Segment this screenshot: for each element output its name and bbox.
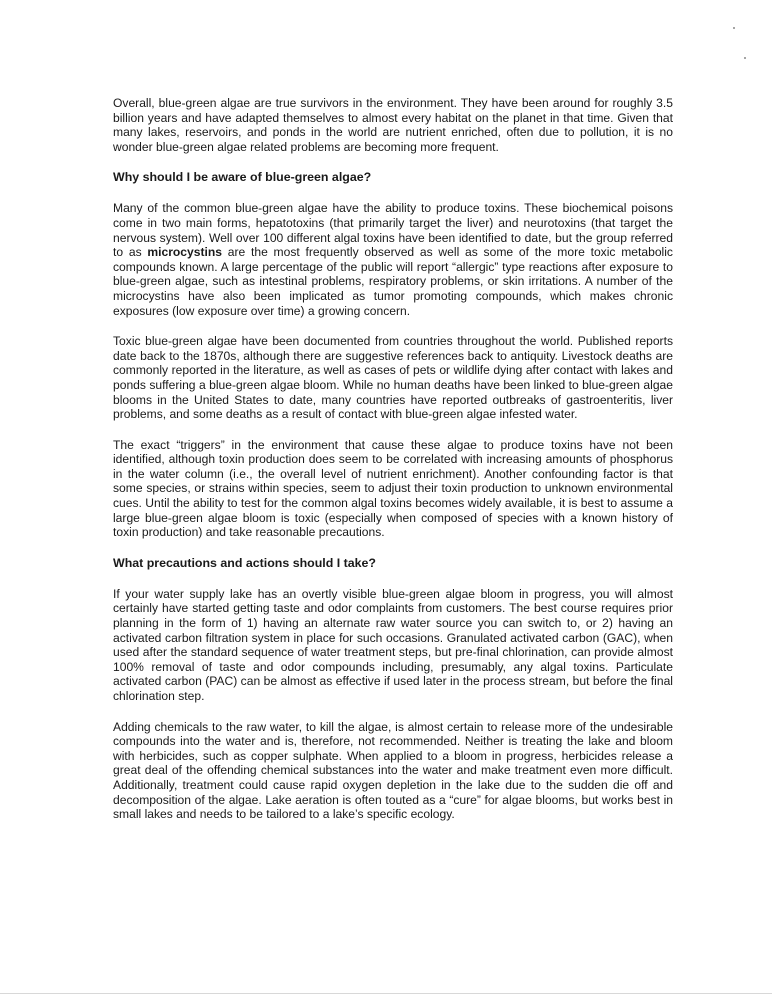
paragraph-triggers: The exact “triggers” in the environment that cause these algae to produce toxins have not been identified, although toxin production does seem to be correlated with increasing amounts of phosphorus in the water column (i.e., the overall level of nutrient enrichment). Another confounding factor is that some species, or strains within species, seem to adjust their toxin production to unknown environmental cues. Until the ability to test for the common algal toxins becomes widely available, it is best to assume a large blue-green algae bloom is toxic (especially when composed of species with a known history of toxin production) and take reasonable precautions. [113,437,673,540]
heading-aware: Why should I be aware of blue-green algae? [113,170,372,185]
paragraph-toxins [113,201,673,318]
toxins-text-end: are the most frequently observed as well as some of the more toxic metabolic compounds known. A large percentage of the public will report “allergic” type reactions after exposure to blue-green algae, such as intestinal problems, respiratory problems, or skin irritations. A number of the microcystins have also been implicated as tumor promoting compounds, which makes chronic exposures (low exposure over time) a growing concern. [113,245,673,318]
document-body [113,96,673,838]
heading-precautions: What precautions and actions should I take? [113,555,376,570]
paragraph-intro: Overall, blue-green algae are true survivors in the environment. They have been around for roughly 3.5 billion years and have adapted themselves to almost every habitat on the planet in that time. Given that many lakes, reservoirs, and ponds in the world are nutrient enriched, often due to pollution, it is no wonder blue-green algae related problems are becoming more frequent. [113,96,673,154]
microcystins-term: microcystins [147,245,222,260]
toxins-text-start: Many of the common blue-green algae have the ability to produce toxins. These biochemical poisons come in two main forms, hepatotoxins (that primarily target the liver) and neurotoxins (that target the nervous system). Well over 100 different algal toxins have been identified to date, but the group referred to as [113,201,673,260]
scan-speck [733,27,735,29]
paragraph-water-supply: If your water supply lake has an overtly visible blue-green algae bloom in progress, you will almost certainly have started getting taste and odor complaints from customers. The best course requires prior planning in the form of 1) having an alternate raw water source you can switch to, or 2) having an activated carbon filtration system in place for such occasions. Granulated activated carbon (GAC), when used after the standard sequence of water treatment steps, but pre-final chlorination, can provide almost 100% removal of taste and odor compounds including, presumably, any algal toxins. Particulate activated carbon (PAC) can be almost as effective if used later in the process stream, but before the final chlorination step. [113,586,673,703]
paragraph-chemicals: Adding chemicals to the raw water, to kill the algae, is almost certain to release more of the undesirable compounds into the water and is, therefore, not recommended. Neither is treating the lake and bloom with herbicides, such as copper sulphate. When applied to a bloom in progress, herbicides release a great deal of the offending chemical substances into the water and make treatment even more difficult. Additionally, treatment could cause rapid oxygen depletion in the lake due to the sudden die off and decomposition of the algae. Lake aeration is often touted as a “cure” for algae blooms, but works best in small lakes and needs to be tailored to a lake’s specific ecology. [113,719,673,822]
paragraph-documented: Toxic blue-green algae have been documented from countries throughout the world. Published reports date back to the 1870s, although there are suggestive references back to antiquity. Livestock deaths are commonly reported in the literature, as well as cases of pets or wildlife dying after contact with lakes and ponds suffering a blue-green algae bloom. While no human deaths have been linked to blue-green algae blooms in the United States to date, many countries have reported outbreaks of gastroenteritis, liver problems, and some deaths as a result of contact with blue-green algae infested water. [113,334,673,422]
scan-speck [744,57,746,59]
scan-edge-line [0,993,772,994]
